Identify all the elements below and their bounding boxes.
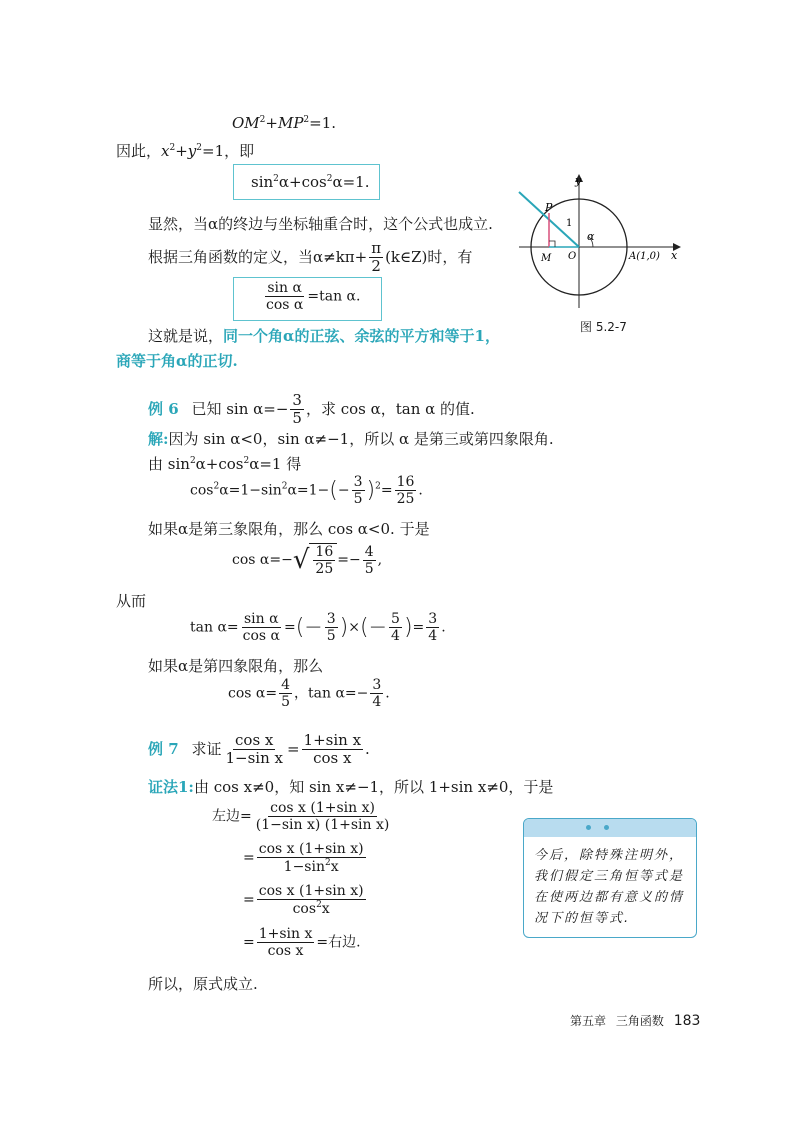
example-7-label: 例 7 bbox=[148, 739, 179, 758]
footer-title: 三角函数 bbox=[615, 1014, 664, 1028]
right-angle-mark bbox=[549, 241, 555, 247]
footer-chapter: 第五章 bbox=[570, 1014, 607, 1028]
proof-step-3: = $\frac{\text{cos x (1+sin x)}}{\cos^2x}$ bbox=[243, 883, 364, 918]
figure-caption: 图 5.2-7 bbox=[580, 320, 627, 334]
equation-cos-squared: $\cos^2\alpha=1-\sin^2\alpha=1-(-$ $\frac{3}{5}$ )$^2$= $\frac{16}{25}$ . bbox=[190, 474, 423, 508]
note-dot-icon bbox=[604, 825, 609, 830]
example-6-question: 例 6 已知 sin α=− $\frac{3}{5}$ ，求 cos α，tan α 的值. bbox=[148, 391, 475, 428]
example-6-solution: 解:因为 sin α<0，sin α≠−1，所以 α 是第三或第四象限角. bbox=[148, 430, 554, 448]
label-one: 1 bbox=[566, 218, 573, 229]
example-6-from: 由 $\sin^2\alpha+\cos^2\alpha=1$ 得 bbox=[148, 455, 302, 473]
figure-axes bbox=[519, 174, 681, 308]
page-footer bbox=[570, 1012, 700, 1029]
label-y: y bbox=[575, 174, 582, 187]
unit-circle-figure bbox=[515, 170, 685, 310]
side-note bbox=[523, 818, 697, 938]
example-7-question: 例 7 求证 $\frac{\text{cos x}}{\text{1−sin x}}$ = $\frac{\text{1+sin x}}{\text{cos x}}$ . bbox=[148, 731, 370, 768]
label-alpha: α bbox=[587, 230, 595, 243]
text-definition: 根据三角函数的定义，当α≠kπ+ $\frac{\pi}{2}$ (k∈Z)时，有 bbox=[148, 239, 473, 276]
proof-step-4: = $\frac{\text{1+sin x}}{\text{cos x}}$ =右边. bbox=[243, 926, 361, 960]
example-6-label: 例 6 bbox=[148, 399, 179, 418]
text-this-means: 这就是说，同一个角α的正弦、余弦的平方和等于1， bbox=[148, 327, 500, 345]
proof-step-1: 左边= $\frac{\text{cos x (1+sin x)}}{\text{(1−sin x) (1+sin x)}}$ bbox=[212, 800, 390, 834]
equation-tan-value: tan α= $\frac{\text{sin α}}{\text{cos α}}$ =(− $\frac{3}{5}$ )×(− $\frac{5}{4}$ )= $\frac{3}{4}$ . bbox=[190, 611, 446, 645]
side-note-header bbox=[524, 819, 696, 837]
example-6-if-fourth: 如果α是第四象限角，那么 bbox=[148, 657, 324, 675]
tan-formula: $\frac{\text{sin α}}{\text{cos α}}$ =tan α. bbox=[266, 280, 361, 314]
text-this-means-2: 商等于角α的正切. bbox=[116, 352, 238, 370]
label-a: A(1,0) bbox=[629, 251, 660, 262]
equation-cos-value: cos α=− √ $\frac{16}{25}$ =− $\frac{4}{5}$ , bbox=[232, 543, 383, 578]
text-from: 从而 bbox=[116, 592, 147, 610]
equation-om-mp: $OM^2+MP^2=1$. bbox=[232, 114, 337, 132]
equation-fourth-quadrant: cos α= $\frac{4}{5}$ ，tan α=− $\frac{3}{4}$ . bbox=[228, 677, 390, 711]
side-note-text: 今后，除特殊注明外，我们假定三角恒等式是在使两边都有意义的情况下的恒等式. bbox=[534, 848, 685, 926]
label-o: O bbox=[568, 251, 577, 262]
proof-conclusion: 所以，原式成立. bbox=[148, 975, 258, 993]
page-number: 183 bbox=[673, 1013, 701, 1029]
example-6-if-third: 如果α是第三象限角，那么 cos α<0. 于是 bbox=[148, 520, 430, 538]
label-p: P bbox=[545, 201, 553, 214]
proof-step-2: = $\frac{\text{cos x (1+sin x)}}{1-\sin^2x}$ bbox=[243, 841, 364, 876]
identity-formula: $\sin^2\alpha+\cos^2\alpha=1$. bbox=[251, 173, 370, 191]
text-obvious: 显然，当α的终边与坐标轴重合时，这个公式也成立. bbox=[148, 215, 493, 233]
line-therefore: 因此，$x^2+y^2=1$，即 bbox=[116, 142, 255, 160]
example-7-proof-intro: 证法1:由 cos x≠0，知 sin x≠−1，所以 1+sin x≠0，于是 bbox=[148, 778, 554, 796]
note-dot-icon bbox=[586, 825, 591, 830]
label-x: x bbox=[671, 249, 678, 262]
label-m: M bbox=[541, 253, 552, 264]
